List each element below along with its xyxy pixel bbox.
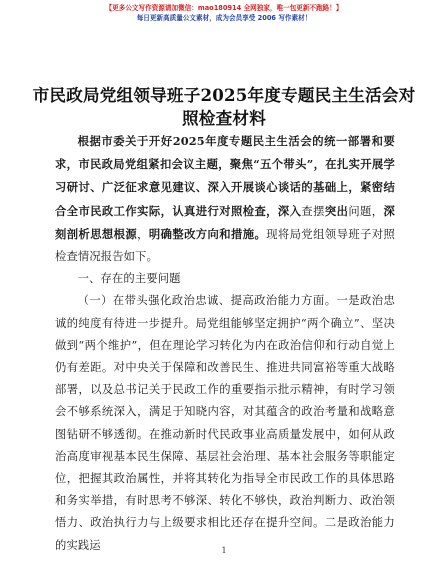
section-heading: 一、存在的主要问题 [77, 272, 181, 286]
intro-text-5: 现将局党组领导班子对照检查情况报告如下。 [55, 227, 395, 264]
intro-text-3: 问题， [348, 204, 384, 218]
intro-text-1: 根据市委关于开好2025年度专题民主生活会的统一部署和要求，市民政局党组紧扣会议主题，聚焦“五个带头”，在扎实开展学习研讨、广泛征求意见建议、深入开展谈心谈话的基础上，紧密结合全市民政工作实际，认真进行对照检查，深 [55, 134, 395, 218]
intro-bold-4: 明确整改方向和措施。 [148, 226, 267, 241]
page-number: 1 [221, 546, 227, 555]
intro-bold-2: 突出 [324, 203, 349, 218]
intro-text-2: 查摆 [301, 204, 325, 218]
body-paragraph: （一）在带头强化政治忠诚、提高政治能力方面。一是政治忠诚的纯度有待进一步提升。局党组能够坚定拥护“两个确立”、坚决做到“两个维护”，但在理论学习转化为内在政治信仰和行动自觉上仍有差距。对中央关于保障和改善民生、推进共同富裕等重大战略部署，以及总书记关于民政工作的重要指示批示精神，有时学习领会不够系统深入，满足于知晓内容，对其蕴含的政治考量和战略意图钻研不够透彻。在推动新时代民政事业高质量发展中，如何从政治高度审视基本民生保障、基层社会治理、基本社会服务等职能定位，把握其政治属性，并将其转化为指导全市民政工作的具体思路和务实举措，有时思考不够深、转化不够快，政治判断力、政治领悟力、政治执行力与上级要求相比还存在提升空间。二是政治能力的实践运 [55, 294, 395, 552]
intro-bold-1: 入 [289, 203, 302, 218]
promo-banner-line-1: 【更多公文写作资源请加微信：mao180914 全网独家，唯一包更新不跑路！】 [105, 4, 343, 12]
document-body [55, 130, 395, 557]
intro-text-4: ， [137, 227, 149, 241]
document-title: 市民政局党组领导班子2025年度专题民主生活会对照检查材料 [32, 85, 416, 128]
intro-paragraph [55, 130, 395, 268]
promo-banner-line-2: 每日更新高质量公文素材，成为会员享受 2006 写作素材！ [136, 14, 312, 22]
intro-bold-3: 深刻剖析思想根源 [55, 203, 395, 241]
